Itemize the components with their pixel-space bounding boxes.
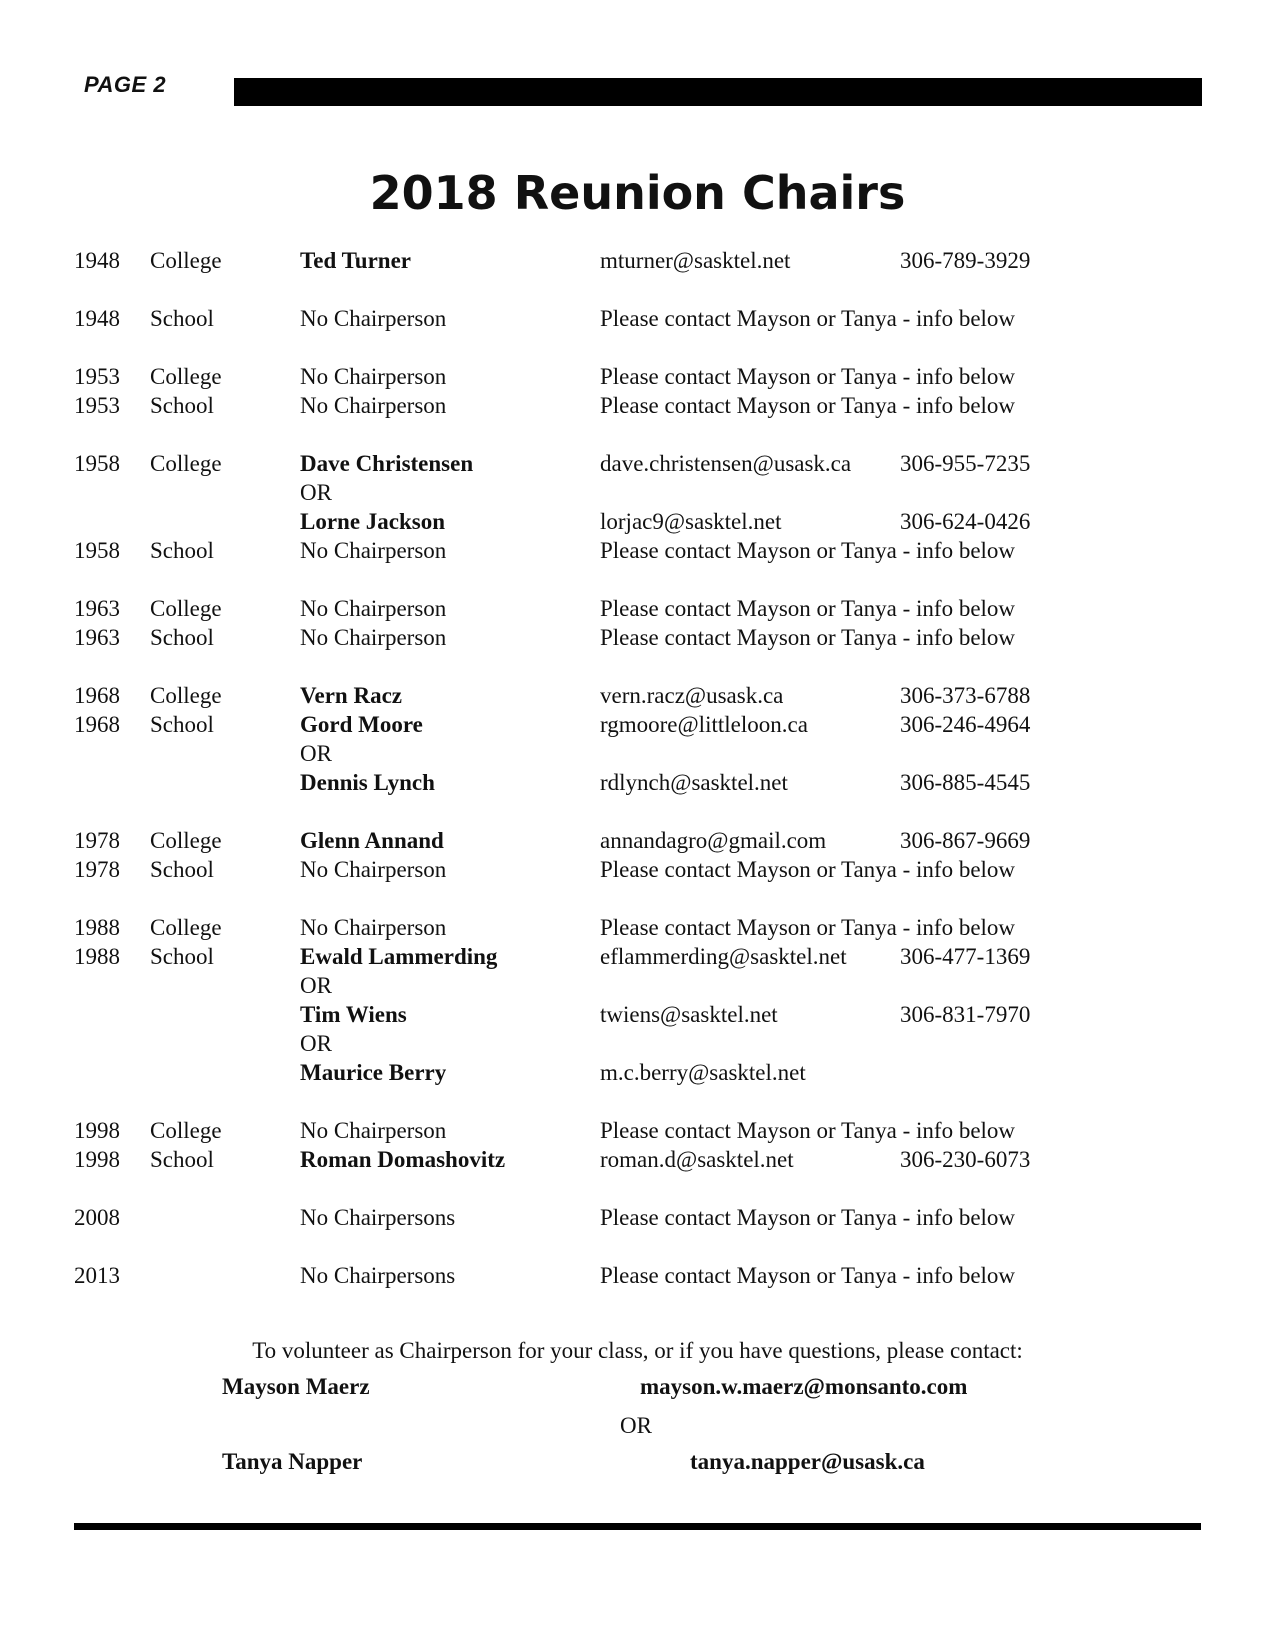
row-year: 1958	[74, 451, 120, 476]
contact-or: OR	[620, 1413, 652, 1438]
footer-bar	[74, 1523, 1201, 1530]
row-email: Please contact Mayson or Tanya - info below	[600, 538, 1016, 563]
row-year: 1948	[74, 306, 120, 331]
row-year: 1968	[74, 683, 120, 708]
row-type: College	[150, 596, 222, 621]
row-email: Please contact Mayson or Tanya - info below	[600, 1118, 1016, 1143]
row-email[interactable]: eflammerding@sasktel.net	[600, 944, 847, 969]
row-name: No Chairpersons	[300, 1263, 456, 1288]
contact-name-1: Mayson Maerz	[222, 1374, 370, 1399]
row-name: OR	[300, 973, 332, 998]
row-year: 1958	[74, 538, 120, 563]
row-name: No Chairpersons	[300, 1205, 456, 1230]
row-email: Please contact Mayson or Tanya - info below	[600, 1263, 1016, 1288]
row-phone: 306-885-4545	[900, 770, 1031, 795]
row-name: Gord Moore	[300, 712, 423, 737]
header-bar	[234, 78, 1202, 106]
row-type: School	[150, 306, 214, 331]
row-type: College	[150, 1118, 222, 1143]
row-year: 2008	[74, 1205, 120, 1230]
row-type: College	[150, 451, 222, 476]
row-phone: 306-230-6073	[900, 1147, 1031, 1172]
row-year: 1998	[74, 1118, 120, 1143]
row-type: College	[150, 828, 222, 853]
row-year: 1988	[74, 915, 120, 940]
row-year: 1978	[74, 828, 120, 853]
row-year: 1953	[74, 364, 120, 389]
row-email[interactable]: rdlynch@sasktel.net	[600, 770, 788, 795]
row-phone: 306-955-7235	[900, 451, 1031, 476]
row-email[interactable]: rgmoore@littleloon.ca	[600, 712, 808, 737]
row-type: College	[150, 683, 222, 708]
row-year: 1998	[74, 1147, 120, 1172]
row-email: Please contact Mayson or Tanya - info below	[600, 625, 1016, 650]
row-phone: 306-246-4964	[900, 712, 1031, 737]
row-type: School	[150, 538, 214, 563]
row-email: Please contact Mayson or Tanya - info below	[600, 364, 1016, 389]
row-year: 1988	[74, 944, 120, 969]
row-year: 1968	[74, 712, 120, 737]
row-phone: 306-789-3929	[900, 248, 1031, 273]
row-name: No Chairperson	[300, 364, 447, 389]
contact-email-2[interactable]: tanya.napper@usask.ca	[690, 1449, 925, 1474]
row-name: Roman Domashovitz	[300, 1147, 506, 1172]
row-type: School	[150, 944, 214, 969]
row-email[interactable]: roman.d@sasktel.net	[600, 1147, 794, 1172]
contact-intro: To volunteer as Chairperson for your class, or if you have questions, please contact:	[252, 1338, 1023, 1363]
row-name: No Chairperson	[300, 393, 447, 418]
row-year: 1948	[74, 248, 120, 273]
row-name: Dennis Lynch	[300, 770, 435, 795]
row-name: OR	[300, 480, 332, 505]
row-phone: 306-477-1369	[900, 944, 1031, 969]
row-name: Ewald Lammerding	[300, 944, 498, 969]
row-name: Tim Wiens	[300, 1002, 407, 1027]
row-type: School	[150, 857, 214, 882]
row-name: No Chairperson	[300, 596, 447, 621]
row-email[interactable]: vern.racz@usask.ca	[600, 683, 784, 708]
row-name: No Chairperson	[300, 538, 447, 563]
row-type: College	[150, 915, 222, 940]
row-year: 2013	[74, 1263, 120, 1288]
row-email: Please contact Mayson or Tanya - info below	[600, 1205, 1016, 1230]
row-name: OR	[300, 741, 332, 766]
page-label: PAGE 2	[84, 72, 167, 97]
row-email[interactable]: m.c.berry@sasktel.net	[600, 1060, 806, 1085]
row-type: College	[150, 364, 222, 389]
row-email: Please contact Mayson or Tanya - info below	[600, 393, 1016, 418]
row-email: Please contact Mayson or Tanya - info below	[600, 306, 1016, 331]
row-name: No Chairperson	[300, 915, 447, 940]
row-email: Please contact Mayson or Tanya - info below	[600, 857, 1016, 882]
row-phone: 306-867-9669	[900, 828, 1031, 853]
contact-name-2: Tanya Napper	[222, 1449, 363, 1474]
row-name: Ted Turner	[300, 248, 412, 273]
row-phone: 306-624-0426	[900, 509, 1031, 534]
row-email[interactable]: lorjac9@sasktel.net	[600, 509, 782, 534]
row-type: School	[150, 625, 214, 650]
row-name: OR	[300, 1031, 332, 1056]
row-phone: 306-831-7970	[900, 1002, 1031, 1027]
row-type: School	[150, 712, 214, 737]
row-email[interactable]: mturner@sasktel.net	[600, 248, 791, 273]
row-name: Vern Racz	[300, 683, 402, 708]
row-name: Maurice Berry	[300, 1060, 447, 1085]
row-year: 1978	[74, 857, 120, 882]
row-email: Please contact Mayson or Tanya - info below	[600, 596, 1016, 621]
row-phone: 306-373-6788	[900, 683, 1031, 708]
row-name: Lorne Jackson	[300, 509, 446, 534]
row-name: Dave Christensen	[300, 451, 474, 476]
row-email[interactable]: dave.christensen@usask.ca	[600, 451, 852, 476]
row-type: School	[150, 393, 214, 418]
row-name: No Chairperson	[300, 625, 447, 650]
row-name: No Chairperson	[300, 1118, 447, 1143]
row-email[interactable]: twiens@sasktel.net	[600, 1002, 778, 1027]
row-type: School	[150, 1147, 214, 1172]
row-year: 1963	[74, 596, 120, 621]
row-year: 1963	[74, 625, 120, 650]
row-name: Glenn Annand	[300, 828, 444, 853]
row-year: 1953	[74, 393, 120, 418]
row-name: No Chairperson	[300, 306, 447, 331]
contact-email-1[interactable]: mayson.w.maerz@monsanto.com	[640, 1374, 968, 1399]
row-email[interactable]: annandagro@gmail.com	[600, 828, 827, 853]
page-title: 2018 Reunion Chairs	[369, 166, 906, 220]
row-name: No Chairperson	[300, 857, 447, 882]
row-email: Please contact Mayson or Tanya - info below	[600, 915, 1016, 940]
row-type: College	[150, 248, 222, 273]
